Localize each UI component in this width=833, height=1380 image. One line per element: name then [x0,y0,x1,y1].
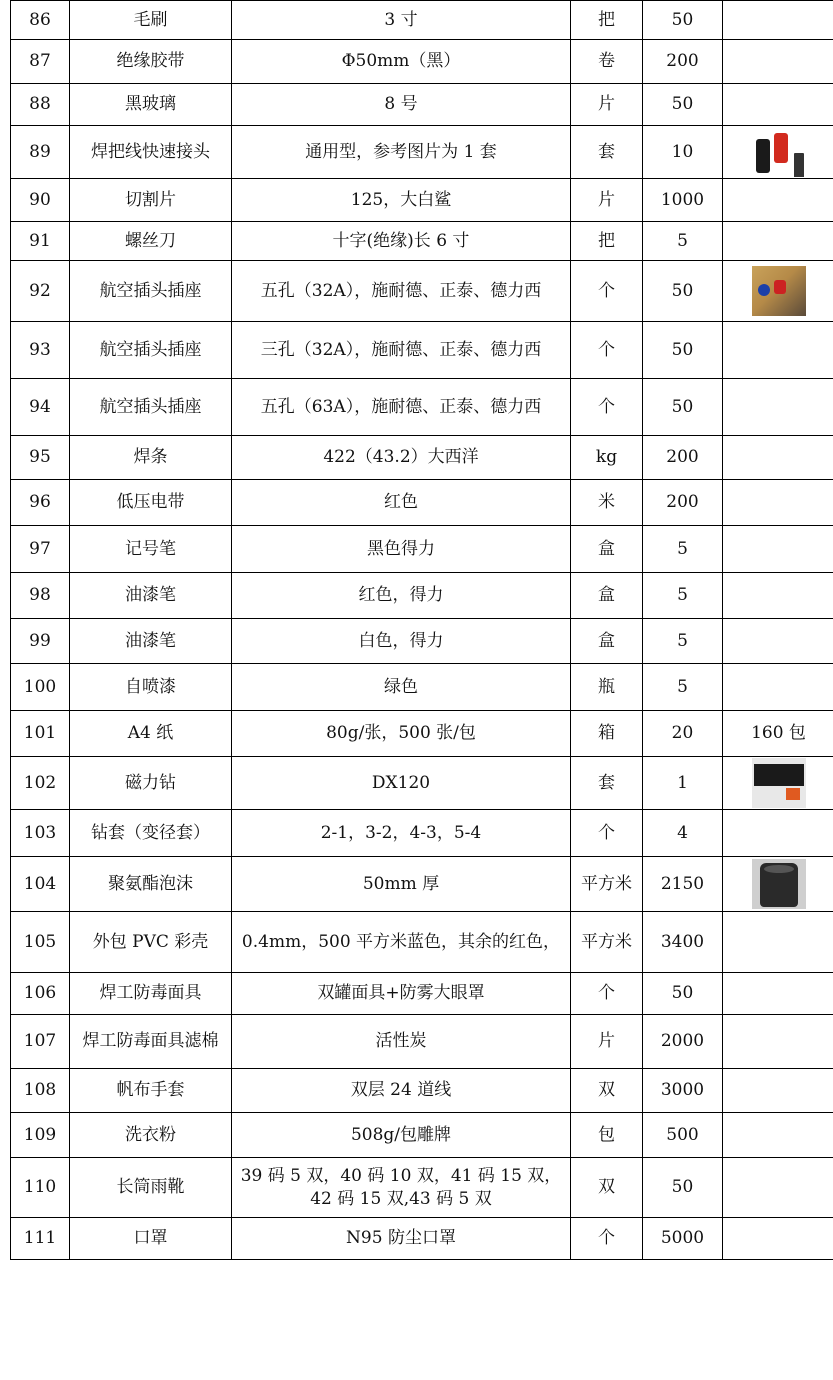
item-name-cell: 自喷漆 [70,664,232,711]
table-row [11,84,833,126]
item-name-cell: 航空插头插座 [70,322,232,379]
specification-cell: 双层 24 道线 [232,1069,571,1113]
specification-cell: 活性炭 [232,1015,571,1069]
row-number-cell: 88 [11,84,70,126]
unit-cell: 平方米 [571,912,643,973]
row-number-cell: 96 [11,480,70,526]
remark-cell [723,1158,833,1218]
row-number-cell: 87 [11,40,70,84]
quantity-cell: 20 [643,711,723,757]
specification-cell: 红色 [232,480,571,526]
table-body [11,1,833,1260]
quantity-cell: 5000 [643,1218,723,1260]
row-number-cell: 94 [11,379,70,436]
unit-cell: 平方米 [571,857,643,912]
quantity-cell: 50 [643,1,723,40]
table-row [11,810,833,857]
unit-cell: 把 [571,222,643,261]
row-number-cell: 110 [11,1158,70,1218]
item-name-cell: 航空插头插座 [70,261,232,322]
row-number-cell: 97 [11,526,70,573]
remark-cell [723,1069,833,1113]
remark-cell [723,573,833,619]
item-name-cell: 毛刷 [70,1,232,40]
quantity-cell: 5 [643,664,723,711]
item-name-cell: 钻套（变径套） [70,810,232,857]
quantity-cell: 2000 [643,1015,723,1069]
row-number-cell: 90 [11,179,70,222]
specification-cell: 三孔（32A），施耐德、正泰、德力西 [232,322,571,379]
unit-cell: 米 [571,480,643,526]
unit-cell: 个 [571,322,643,379]
item-name-cell: 螺丝刀 [70,222,232,261]
unit-cell: 箱 [571,711,643,757]
table-row [11,526,833,573]
table-row [11,1113,833,1158]
quantity-cell: 5 [643,619,723,664]
specification-cell: 白色，得力 [232,619,571,664]
row-number-cell: 105 [11,912,70,973]
quantity-cell: 3400 [643,912,723,973]
row-number-cell: 98 [11,573,70,619]
remark-cell [723,379,833,436]
unit-cell: 盒 [571,573,643,619]
table-row [11,1218,833,1260]
materials-table [10,0,833,1260]
item-name-cell: 航空插头插座 [70,379,232,436]
remark-cell [723,664,833,711]
unit-cell: 包 [571,1113,643,1158]
row-number-cell: 101 [11,711,70,757]
item-name-cell: 聚氨酯泡沫 [70,857,232,912]
item-name-cell: 记号笔 [70,526,232,573]
item-name-cell: 洗衣粉 [70,1113,232,1158]
item-name-cell: 焊条 [70,436,232,480]
remark-cell [723,1015,833,1069]
welding-connector-photo [752,127,806,177]
specification-cell: 五孔（32A），施耐德、正泰、德力西 [232,261,571,322]
table-row [11,261,833,322]
quantity-cell: 500 [643,1113,723,1158]
item-name-cell: 焊把线快速接头 [70,126,232,179]
row-number-cell: 108 [11,1069,70,1113]
item-name-cell: 绝缘胶带 [70,40,232,84]
quantity-cell: 200 [643,40,723,84]
specification-cell: 0.4mm，500 平方米蓝色，其余的红色， [232,912,571,973]
specification-cell: 3 寸 [232,1,571,40]
unit-cell: 盒 [571,526,643,573]
quantity-cell: 5 [643,526,723,573]
quantity-cell: 50 [643,379,723,436]
table-row [11,480,833,526]
table-row [11,664,833,711]
table-row [11,322,833,379]
unit-cell: 个 [571,810,643,857]
table-row [11,1015,833,1069]
specification-cell: 125，大白鲨 [232,179,571,222]
table-row [11,757,833,810]
specification-cell: 绿色 [232,664,571,711]
row-number-cell: 102 [11,757,70,810]
table-row [11,126,833,179]
remark-cell [723,84,833,126]
unit-cell: 片 [571,179,643,222]
item-name-cell: 焊工防毒面具滤棉 [70,1015,232,1069]
specification-cell: 十字(绝缘)长 6 寸 [232,222,571,261]
magnetic-drill-photo [752,758,806,808]
specification-cell: Φ50mm（黑） [232,40,571,84]
remark-cell [723,526,833,573]
quantity-cell: 200 [643,480,723,526]
unit-cell: 瓶 [571,664,643,711]
table-row [11,857,833,912]
remark-cell [723,857,833,912]
row-number-cell: 91 [11,222,70,261]
item-name-cell: 口罩 [70,1218,232,1260]
table-row [11,1,833,40]
quantity-cell: 50 [643,1158,723,1218]
remark-cell [723,126,833,179]
table-row [11,973,833,1015]
specification-cell: 黑色得力 [232,526,571,573]
unit-cell: 卷 [571,40,643,84]
quantity-cell: 5 [643,573,723,619]
specification-cell: DX120 [232,757,571,810]
quantity-cell: 200 [643,436,723,480]
row-number-cell: 95 [11,436,70,480]
remark-cell [723,619,833,664]
quantity-cell: 1000 [643,179,723,222]
row-number-cell: 104 [11,857,70,912]
unit-cell: 个 [571,1218,643,1260]
item-name-cell: 磁力钻 [70,757,232,810]
remark-cell [723,1,833,40]
specification-cell: 红色，得力 [232,573,571,619]
remark-cell [723,810,833,857]
unit-cell: 个 [571,379,643,436]
unit-cell: 片 [571,1015,643,1069]
foam-roll-photo [752,859,806,909]
specification-cell: 五孔（63A），施耐德、正泰、德力西 [232,379,571,436]
remark-cell [723,261,833,322]
table-row [11,912,833,973]
remark-cell [723,912,833,973]
unit-cell: 片 [571,84,643,126]
specification-cell: 双罐面具+防雾大眼罩 [232,973,571,1015]
remark-cell: 160 包 [723,711,833,757]
specification-cell: 39 码 5 双，40 码 10 双，41 码 15 双，42 码 15 双,43 码 5 双 [232,1158,571,1218]
specification-cell: 2-1，3-2，4-3，5-4 [232,810,571,857]
item-name-cell: 帆布手套 [70,1069,232,1113]
remark-cell [723,436,833,480]
specification-cell: 80g/张，500 张/包 [232,711,571,757]
table-row [11,222,833,261]
remark-cell [723,179,833,222]
row-number-cell: 100 [11,664,70,711]
unit-cell: kg [571,436,643,480]
table-row [11,619,833,664]
item-name-cell: 长筒雨靴 [70,1158,232,1218]
row-number-cell: 106 [11,973,70,1015]
quantity-cell: 4 [643,810,723,857]
item-name-cell: A4 纸 [70,711,232,757]
table-row [11,379,833,436]
item-name-cell: 焊工防毒面具 [70,973,232,1015]
table-row [11,711,833,757]
specification-cell: 422（43.2）大西洋 [232,436,571,480]
socket-photo [752,266,806,316]
table-row [11,179,833,222]
unit-cell: 个 [571,973,643,1015]
quantity-cell: 1 [643,757,723,810]
specification-cell: N95 防尘口罩 [232,1218,571,1260]
item-name-cell: 外包 PVC 彩壳 [70,912,232,973]
specification-cell: 通用型，参考图片为 1 套 [232,126,571,179]
quantity-cell: 50 [643,84,723,126]
unit-cell: 个 [571,261,643,322]
row-number-cell: 111 [11,1218,70,1260]
quantity-cell: 50 [643,322,723,379]
quantity-cell: 3000 [643,1069,723,1113]
quantity-cell: 10 [643,126,723,179]
specification-cell: 508g/包雕牌 [232,1113,571,1158]
row-number-cell: 86 [11,1,70,40]
remark-cell [723,1113,833,1158]
quantity-cell: 50 [643,261,723,322]
item-name-cell: 低压电带 [70,480,232,526]
remark-cell [723,222,833,261]
row-number-cell: 107 [11,1015,70,1069]
row-number-cell: 92 [11,261,70,322]
item-name-cell: 黑玻璃 [70,84,232,126]
item-name-cell: 油漆笔 [70,573,232,619]
table-row [11,1158,833,1218]
unit-cell: 双 [571,1158,643,1218]
unit-cell: 套 [571,126,643,179]
row-number-cell: 93 [11,322,70,379]
item-name-cell: 油漆笔 [70,619,232,664]
unit-cell: 套 [571,757,643,810]
unit-cell: 双 [571,1069,643,1113]
remark-cell [723,322,833,379]
quantity-cell: 2150 [643,857,723,912]
table-row [11,436,833,480]
row-number-cell: 109 [11,1113,70,1158]
remark-cell [723,1218,833,1260]
row-number-cell: 103 [11,810,70,857]
remark-cell [723,480,833,526]
remark-cell [723,757,833,810]
remark-cell [723,40,833,84]
table-row [11,573,833,619]
unit-cell: 盒 [571,619,643,664]
remark-cell [723,973,833,1015]
quantity-cell: 50 [643,973,723,1015]
item-name-cell: 切割片 [70,179,232,222]
row-number-cell: 99 [11,619,70,664]
specification-cell: 50mm 厚 [232,857,571,912]
specification-cell: 8 号 [232,84,571,126]
row-number-cell: 89 [11,126,70,179]
table-row [11,1069,833,1113]
unit-cell: 把 [571,1,643,40]
table-row [11,40,833,84]
quantity-cell: 5 [643,222,723,261]
